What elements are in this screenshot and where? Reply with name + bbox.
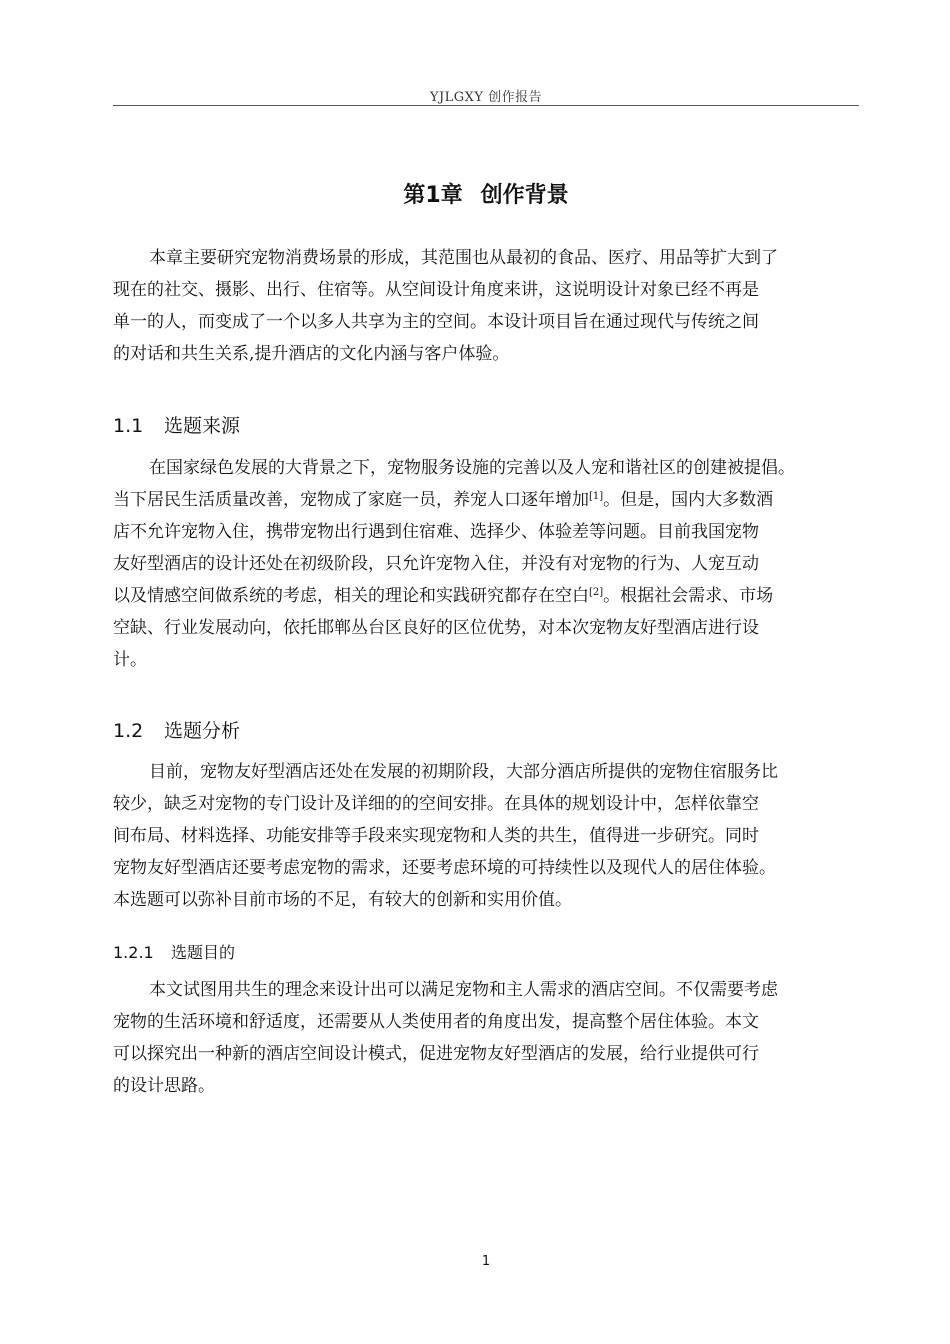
paragraph-line: 较少，缺乏对宠物的专门设计及详细的的空间安排。在具体的规划设计中，怎样依靠空 [113,794,759,814]
paragraph-line: 友好型酒店的设计还处在初级阶段，只允许宠物入住，并没有对宠物的行为、人宠互动 [113,554,759,574]
paragraph-line: 本选题可以弥补目前市场的不足，有较大的创新和实用价值。 [113,890,572,910]
paragraph-line: 的对话和共生关系,提升酒店的文化内涵与客户体验。 [113,344,510,364]
paragraph-line: 当下居民生活质量改善，宠物成了家庭一员，养宠人口逐年增加[1]。但是，国内大多数酒 [113,490,774,510]
section-number: 1.2 [113,720,144,742]
subsection-number: 1.2.1 [113,943,154,962]
paragraph-line: 目前，宠物友好型酒店还处在发展的初期阶段，大部分酒店所提供的宠物住宿服务比 [149,762,778,782]
section-1-2-paragraph [113,756,873,916]
paragraph-line: 在国家绿色发展的大背景之下，宠物服务设施的完善以及人宠和谐社区的创建被提倡。 [149,458,795,478]
section-title: 选题分析 [164,720,241,742]
chapter-title [113,178,859,209]
paragraph-line: 以及情感空间做系统的考虑，相关的理论和实践研究都存在空白[2]。根据社会需求、市场 [113,586,774,606]
paragraph-line: 宠物的生活环境和舒适度，还需要从人类使用者的角度出发，提高整个居住体验。本文 [113,1012,759,1032]
paragraph-line: 可以探究出一种新的酒店空间设计模式，促进宠物友好型酒店的发展，给行业提供可行 [113,1044,759,1064]
section-number: 1.1 [113,415,144,437]
section-1-2-1-paragraph [113,974,873,1102]
citation-ref[interactable]: [2] [589,587,604,598]
header-rule [113,105,859,106]
paragraph-line: 本章主要研究宠物消费场景的形成，其范围也从最初的食品、医疗、用品等扩大到了 [149,248,778,268]
paragraph-line: 本文试图用共生的理念来设计出可以满足宠物和主人需求的酒店空间。不仅需要考虑 [149,980,778,1000]
section-heading-1-1 [113,411,240,438]
section-1-1-paragraph [113,452,873,676]
chapter-name: 创作背景 [480,183,569,208]
paragraph-line: 间布局、材料选择、功能安排等手段来实现宠物和人类的共生，值得进一步研究。同时 [113,826,759,846]
subsection-heading-1-2-1 [113,940,235,963]
paragraph-line: 现在的社交、摄影、出行、住宿等。从空间设计角度来讲，这说明设计对象已经不再是 [113,280,759,300]
subsection-title: 选题目的 [171,943,236,962]
citation-ref[interactable]: [1] [589,491,604,502]
paragraph-line: 的设计思路。 [113,1076,215,1096]
section-heading-1-2 [113,716,240,743]
paragraph-line: 空缺、行业发展动向，依托邯郸丛台区良好的区位优势，对本次宠物友好型酒店进行设 [113,618,759,638]
paragraph-line: 宠物友好型酒店还要考虑宠物的需求，还要考虑环境的可持续性以及现代人的居住体验。 [113,858,776,878]
page-number: 1 [481,1254,491,1269]
intro-paragraph [113,242,873,370]
section-title: 选题来源 [164,415,241,437]
page-header: YJLGXY 创作报告 [429,90,543,105]
paragraph-line: 单一的人，而变成了一个以多人共享为主的空间。本设计项目旨在通过现代与传统之间 [113,312,759,332]
chapter-number: 第1章 [403,183,463,208]
paragraph-line: 店不允许宠物入住，携带宠物出行遇到住宿难、选择少、体验差等问题。目前我国宠物 [113,522,759,542]
paragraph-line: 计。 [113,650,147,670]
